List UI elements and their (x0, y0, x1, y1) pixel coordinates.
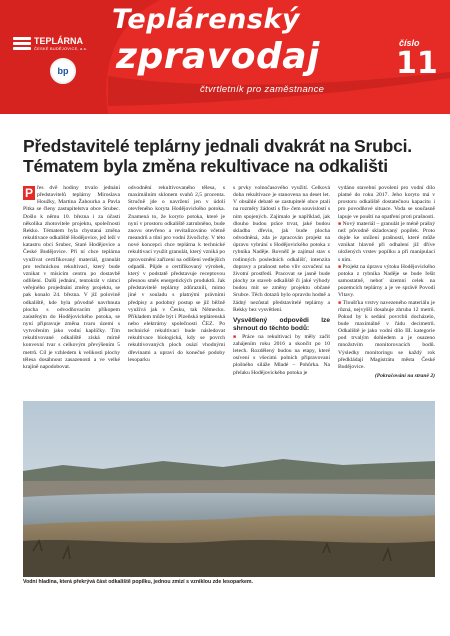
dropcap: P (24, 186, 33, 200)
column-3-text: s prvky volnočasového využití. Celková doba rekultivace je stanovena na deset let. V obsáhlé debatě se zastupitelé obce ptali na rozměry žádostí s flu- čem souvislostí s ním spojených. Zajímalo je například, jak dlouho budou práce trvat, jaké budou skladba dřevin, jak bude plocha odvodněná, zda je zpracován projekt na úpravu vybrání s Hodějovického potoka z rybníka Naděje. Rovněž je zajímal stav s rodinných posledních odkališť, intenzita dopravy a prašnost nebo vliv ozvučení na životní prostředí. Pracovat se jasně bude plochy ze staveb odkaliště či jaké výhody budou mít se změny projektu občané Srubce. Těch dotazů bylo opravdu hodně a žádný nezůstal představitelé teplárny a Rekky bez vysvětlení. (233, 185, 330, 313)
continued-note: (Pokračování na straně 2) (374, 373, 435, 380)
bullet-item: ■ Tloušťka vrstvy navezeného materiálu je různá, nejvyšší dosahuje zhruba 12 metrů. Pokud by k sedání povrchů docházelo, bude maximálně v řádu decimetrů. Odkaliště je jako vodní dílo III. kategorie pod trvalým dohledem a je osazeno množstvím monitorovacích bodů. Výsledky monitoringu se každý rok předkládají Magistrátu města České Budějovice. (338, 300, 435, 372)
photo-landscape (23, 401, 435, 577)
teplarna-logo-icon (13, 37, 31, 51)
article-photo (23, 401, 435, 577)
article-body (23, 185, 435, 401)
bp-badge-icon (50, 58, 76, 84)
badge-text: bp (57, 66, 69, 76)
bullet-item: ■ Projekt na úpravu výtoku Hodějovického potoka z rybníka Naděje se bude řešit samostatně, neboť územní celek na pozemcích teplárny a je ve správě Povodí Vltavy. (338, 264, 435, 300)
masthead-title-line1: Teplárenský (112, 4, 301, 35)
logo-subtitle: ČESKÉ BUDĚJOVICE, a.s. (34, 46, 88, 51)
bullet-item: ■ Práce na rekultivaci by měly začít zahájením roku 2016 a skončit po 10 letech. Rozdělený budou na etapy, které osívení s všecimi polních připravovaní plošného siláže Mladé – Pohůrka. Na přelaku Hodějovického potoka je (233, 334, 330, 377)
masthead (0, 0, 450, 114)
column-4-text: vydáno stavební povolení pro vodní dílo platné do roku 2017. Jeho koryto má v prostoru odkaliště dostatečnou kapacitu i pro povodňové situace. Voda se současně lapuje ve pouští na opatření proti prašnosti. (338, 185, 435, 220)
column-2-text: odvodnění rekultivovaného tělesa, s maximálním sklonem svahů 2,5 procenta. Stručně jde o navržení jen v údolí otevřeného koryta Hodějovického potoka. Znamená to, že koryto potoka, které je nyní v prostoru odkaliště zatrubněno, bude znovu otevřeno a revitalizováno včetně meandrů a tůní pro vodní živočichy. V této nové koncepci chce teplárna k technické rekultivaci využít granulát, který vzniká po zprovoznění zařízení na odlišení vedlejších odpadů. Půjde o certifikovaný výrobek, který v podstatě představuje receptovou přesnou směs energetických produktů. Jak představitelé teplárny zdůraznili, mimo jiné v souladu s platnými právními předpisy a podobný postup se již běžně využívá jak v Česku, tak Německu. Příkladem může být i Plzeňská teplárenská nebo elektrárny společnosti ČEZ. Po technické rekultivaci bude následovat rekultivace biologická, kdy se povrch rekultivovaných ploch osází vhodnými dřevinami a upraví do konečné podoby lesoparku (128, 185, 225, 363)
masthead-subtitle: čtvrtletník pro zaměstnance (200, 84, 325, 95)
article-column-3 (233, 185, 330, 401)
issue-number: 11 (396, 46, 438, 81)
photo-caption: Vodní hladina, která překrývá část odkaliště popílku, jednou zmizí s vzniklou zde lesoparkem. (23, 579, 253, 585)
masthead-title-line2: zpravodaj (116, 36, 320, 77)
teplarna-logo (13, 33, 101, 55)
article-headline: Představitelé teplárny jednali dvakrát na Srubci. Tématem byla změna rekultivace na odkališti (23, 136, 412, 176)
issue-label: číslo (399, 38, 420, 48)
article-column-2 (128, 185, 225, 401)
article-column-1 (23, 185, 120, 401)
bullet-item: ■ Nový materiál – granulát je méně prašný než původně skladovaný popílek. Proto dojde ke snížení prašnosti, které může vznikat hlavně při odhalení již dříve uložených vrstev popílku a při manipulaci s ním. (338, 221, 435, 264)
logo-name: TEPLÁRNA (34, 36, 83, 46)
column-1-text: řes dvě hodiny trvalo jednání představitelů teplárny Miroslava Houžky, Martina Žahourka a Pavla Pitka se členy zastupitelstva obce Srubec. Došlo k němu 10. března i za účasti několika zhotovitele projektu, společnosti Rekko. Tématem byla chystaná změna rekultivace odkaliště Hodějovice, jež leží v katastru obcí Srubec, Staré Hodějovice a České Budějovice. Při ní chce teplárna využívat certifikovaný materiál, granulát pro technickou rekultivaci, který bude vznikat v mísicím centru po dostavbě odlišení. Další jednání, tentokrát v rámci veřejného projednání změny projektu, se pak konalo 24. března. V již polovině odkaliště, kde byla původně navrhnuta plocha s odvodňovacím příkopem zaústěným do Hodějovického potoka, se nyní připravuje změna tvaru území s vytvořením jako vodní kaplíčky. Tím rekultivované odkaliště získá mírně konvexní tvar s celkovým převýšením 5 metrů. Cíl je vzhledem k velikosti plochy tělesa dosáhnout zasazenosti a ve velké krajině napodobovat. (23, 185, 120, 370)
article-subhead: Vysvětlený odpovědi lze shrnout do těchto bodů: (233, 316, 330, 332)
article-column-4 (338, 185, 435, 401)
